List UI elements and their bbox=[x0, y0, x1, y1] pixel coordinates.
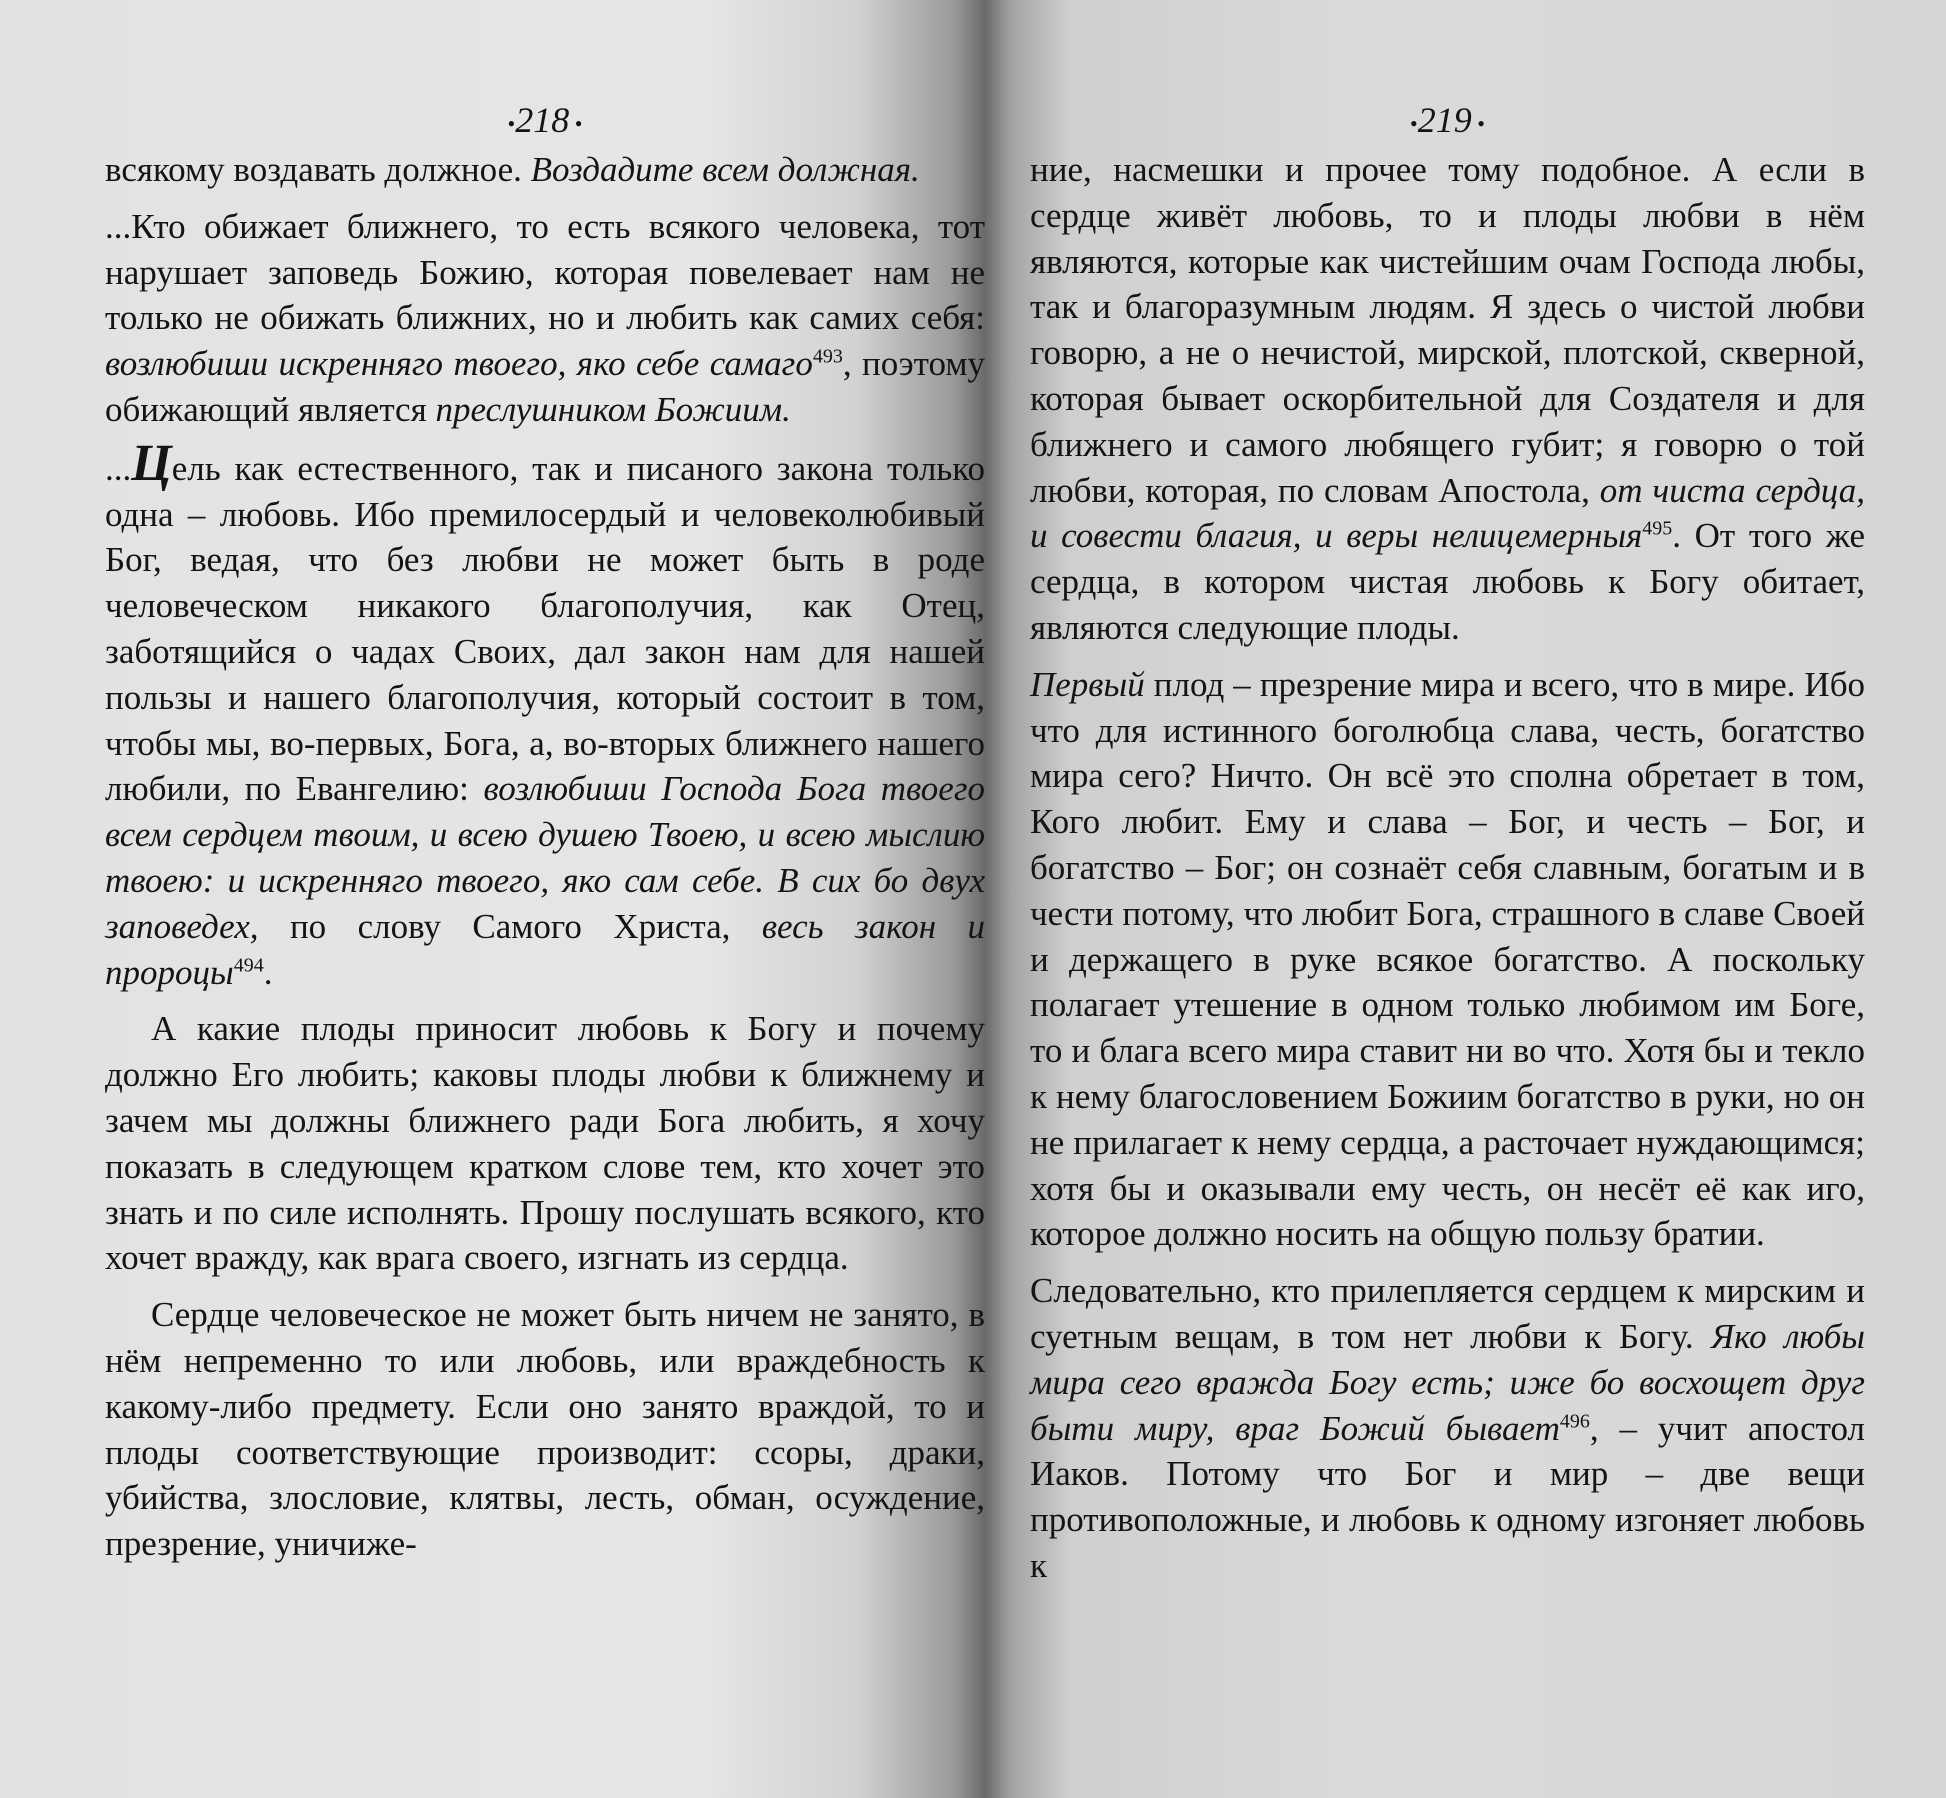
quotation-text: Первый bbox=[1030, 664, 1145, 704]
text-run: по слову Самого Христа, bbox=[258, 906, 762, 946]
paragraph bbox=[105, 434, 985, 996]
text-run: , поэтому обижающий является bbox=[105, 344, 985, 429]
text-run: , – учит апостол Иаков. Потому что Бог и мир – две вещи противоположные, и любовь к одному изгоняет любовь к bbox=[1030, 1408, 1865, 1585]
text-run: Следовательно, кто прилепляется сердцем к мирским и суетным вещам, в том нет любви к Богу. bbox=[1030, 1271, 1865, 1356]
footnote-ref: 494 bbox=[233, 953, 264, 976]
quotation-text: возлюбиши искренняго твоего, яко себе самаго bbox=[105, 344, 813, 384]
paragraph bbox=[105, 204, 985, 433]
paragraph bbox=[105, 1006, 985, 1281]
paragraph bbox=[105, 1292, 985, 1567]
text-run: . bbox=[263, 952, 273, 992]
left-page bbox=[105, 95, 985, 1578]
paragraph bbox=[105, 147, 985, 193]
text-run: ние, насмешки и прочее тому подобное. А если в сердце живёт любовь, то и плоды любви в нём являются, которые как чистейшим очам Господа любы, так и благоразумным людям. Я здесь о чистой любви говорю, а не о нечистой, мирской, плотской, скверной, которая бывает оскорбительной для Создателя и для ближнего и самого любящего губит; я говорю о той любви, которая, по словам Апостола, bbox=[1030, 150, 1865, 510]
page-text bbox=[1030, 147, 1865, 1589]
footnote-ref: 495 bbox=[1642, 517, 1673, 540]
page-number: • 218 • bbox=[105, 95, 985, 145]
text-run: Сердце человеческое не может быть ничем не занято, в нём непременно то или любовь, или враждебность к какому-либо предмету. Если оно занято враждой, то и плоды соответствующие производит: ссоры, драки, убийства, злословие, клятвы, лесть, обман, осуждение, презрение, уничиже- bbox=[105, 1295, 985, 1564]
quotation-text: Воздадите всем должная. bbox=[530, 150, 920, 189]
text-run: . От того же сердца, в котором чистая любовь к Богу обитает, являются следующие плоды. bbox=[1030, 516, 1865, 647]
quotation-text: весь закон и пророцы bbox=[105, 906, 985, 992]
page-text bbox=[105, 147, 985, 1567]
text-run: ...Кто обижает ближнего, то есть всякого человека, тот нарушает заповедь Божию, которая повелевает нам не только не обижать ближних, но и любить как самих себя: bbox=[105, 206, 985, 338]
paragraph bbox=[1030, 662, 1865, 1257]
text-run: плод – презрение мира и всего, что в мире. Ибо что для истинного боголюбца слава, честь, богатство мира сего? Ничто. Он всё это сполна обретает в том, Кого любит. Ему и слава – Бог, и честь – Бог, и богатство – Бог; он сознаёт себя славным, богатым и в чести потому, что любит Бога, страшного в славе Своей и держащего в руке всякое богатство. А поскольку полагает утешение в одном только любимом им Боге, то и блага всего мира ставит ни во что. Хотя бы и текло к нему благословением Божиим богатство в руки, но он не прилагает к нему сердца, а расточает нуждающимся; хотя бы и оказывали ему честь, он несёт её как иго, которое должно носить на общую пользу братии. bbox=[1030, 664, 1865, 1254]
quotation-text: от чиста сердца, и совести благия, и веры нелицемерныя bbox=[1030, 470, 1865, 556]
text-run: всякому воздавать должное. bbox=[105, 150, 531, 189]
quotation-text: Яко любы мира сего вражда Богу есть; иже бо восхощет друг быти миру, враг Божий бывает bbox=[1030, 1316, 1866, 1448]
text-run: А какие плоды приносит любовь к Богу и почему должно Его любить; каковы плоды любви к ближнему и зачем мы должны ближнего ради Бога любить, я хочу показать в следующем кратком слове тем, кто хочет это знать и по силе исполнять. Прошу послушать всякого, кто хочет вражду, как врага своего, изгнать из сердца. bbox=[105, 1009, 985, 1278]
paragraph bbox=[1030, 1268, 1865, 1589]
quotation-text: возлюбиши Господа Бога твоего всем сердцем твоим, и всею душею Твоею, и всею мыслию твоею: и искренняго твоего, яко сам себе. В сих бо двух заповедех, bbox=[105, 769, 985, 946]
quotation-text: преслушником Божиим. bbox=[435, 389, 791, 429]
footnote-ref: 496 bbox=[1559, 1409, 1590, 1432]
footnote-ref: 493 bbox=[812, 345, 843, 368]
page-number: • 219 • bbox=[1030, 95, 1865, 145]
right-page bbox=[1030, 95, 1865, 1600]
text-run: ель как естественного, так и писаного закона только одна – любовь. Ибо премилосердый и человеколюбивый Бог, ведая, что без любви не может быть в роде человеческом никакого благополучия, как Отец, заботящийся о чадах Своих, дал закон нам для нашей пользы и нашего благополучия, который состоит в том, чтобы мы, во-первых, Бога, а, во-вторых ближнего нашего любили, по Евангелию: bbox=[105, 448, 985, 809]
text-run: ... bbox=[105, 448, 132, 488]
paragraph bbox=[1030, 147, 1865, 651]
drop-cap: Ц bbox=[131, 434, 172, 492]
